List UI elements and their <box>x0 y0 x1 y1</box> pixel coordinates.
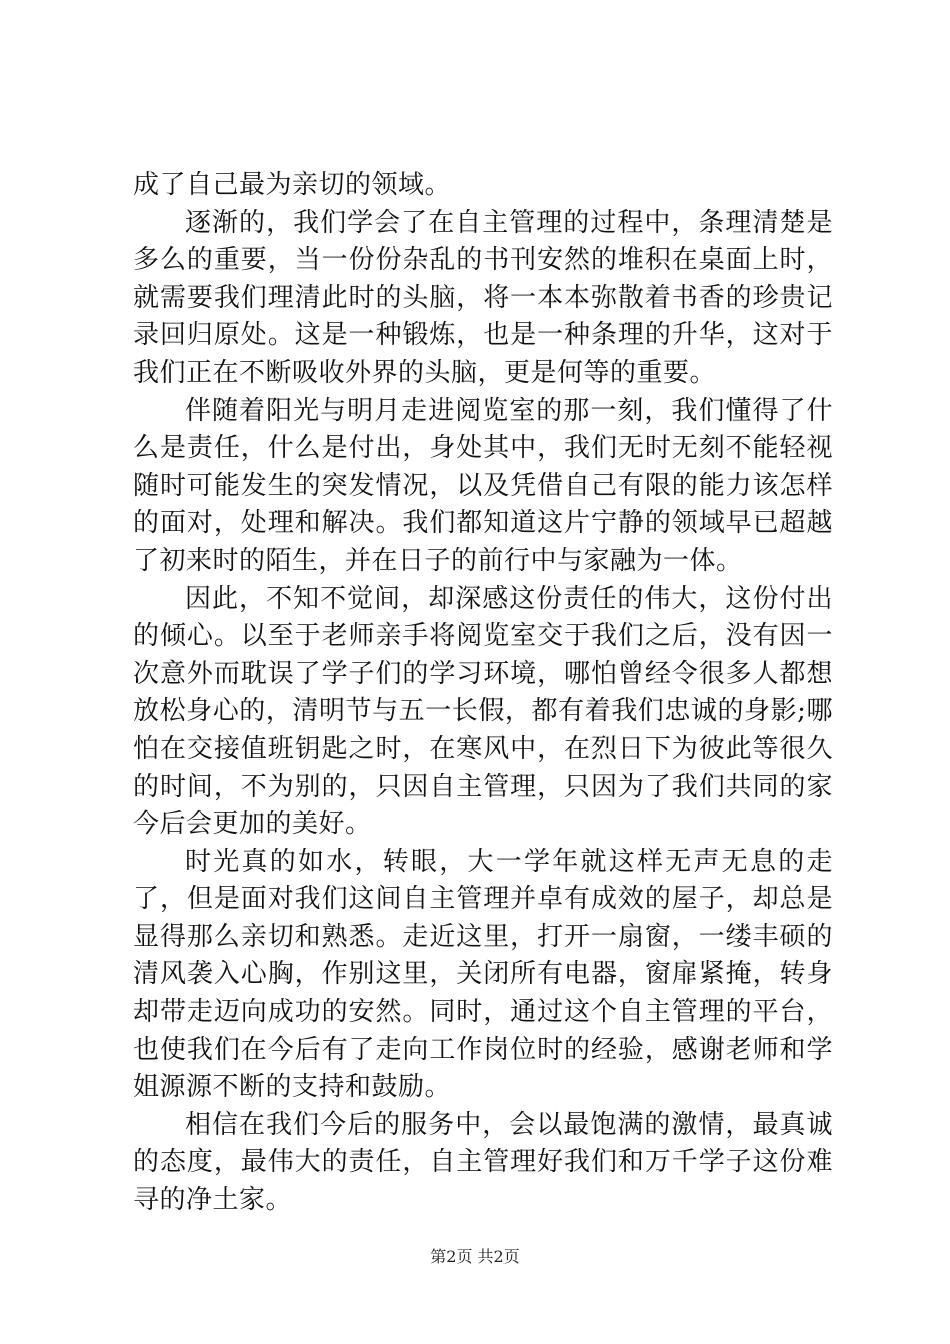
paragraph-4: 因此，不知不觉间，却深感这份责任的伟大，这份付出的倾心。以至于老师亲手将阅览室交于我们之后，没有因一次意外而耽误了学子们的学习环境，哪怕曾经令很多人都想放松身心的，清明节与五一长假，都有着我们忠诚的身影;哪怕在交接值班钥匙之时，在寒风中，在烈日下为彼此等很久的时间，不为别的，只因自主管理，只因为了我们共同的家今后会更加的美好。 <box>133 583 833 840</box>
page-number-footer: 第2页 共2页 <box>430 1247 520 1266</box>
document-body <box>133 167 833 1220</box>
paragraph-3: 伴随着阳光与明月走进阅览室的那一刻，我们懂得了什么是责任，什么是付出，身处其中，我们无时无刻不能轻视随时可能发生的突发情况，以及凭借自己有限的能力该怎样的面对，处理和解决。我们都知道这片宁静的领域早已超越了初来时的陌生，并在日子的前行中与家融为一体。 <box>133 395 833 576</box>
paragraph-5: 时光真的如水，转眼，大一学年就这样无声无息的走了，但是面对我们这间自主管理并卓有成效的屋子，却总是显得那么亲切和熟悉。走近这里，打开一扇窗，一缕丰硕的清风袭入心胸，作别这里，关闭所有电器，窗扉紧掩，转身却带走迈向成功的安然。同时，通过这个自主管理的平台，也使我们在今后有了走向工作岗位时的经验，感谢老师和学姐源源不断的支持和鼓励。 <box>133 846 833 1103</box>
paragraph-2: 逐渐的，我们学会了在自主管理的过程中，条理清楚是多么的重要，当一份份杂乱的书刊安然的堆积在桌面上时，就需要我们理清此时的头脑，将一本本弥散着书香的珍贵记录回归原处。这是一种锻炼，也是一种条理的升华，这对于我们正在不断吸收外界的头脑，更是何等的重要。 <box>133 207 833 388</box>
paragraph-6: 相信在我们今后的服务中，会以最饱满的激情，最真诚的态度，最伟大的责任，自主管理好我们和万千学子这份难寻的净土家。 <box>133 1109 833 1216</box>
paragraph-1: 成了自己最为亲切的领域。 <box>133 170 452 200</box>
